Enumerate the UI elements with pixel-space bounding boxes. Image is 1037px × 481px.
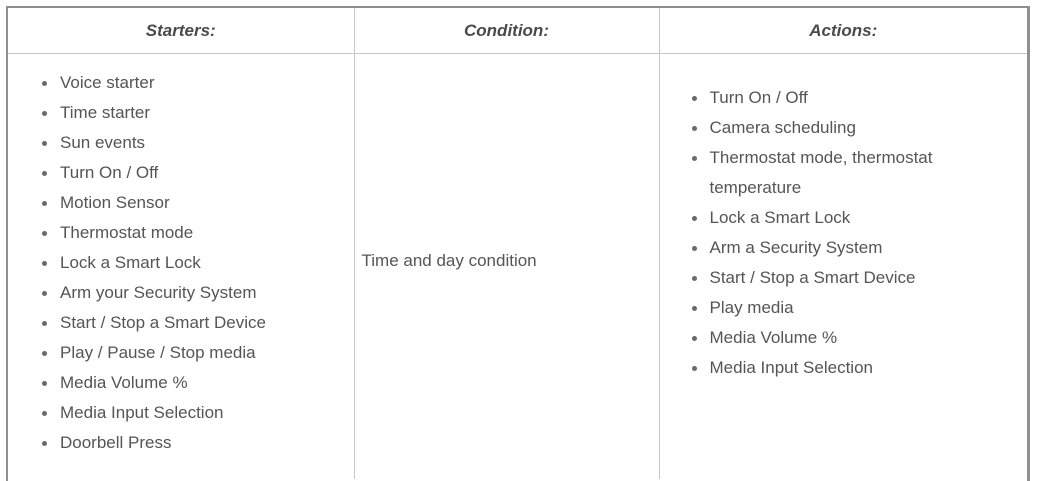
list-item: Arm your Security System <box>42 278 354 308</box>
list-item: Start / Stop a Smart Device <box>42 308 354 338</box>
list-item: Doorbell Press <box>42 428 354 458</box>
list-item: Time starter <box>42 98 354 128</box>
list-item: Play media <box>692 293 968 323</box>
actions-header: Actions: <box>659 8 1027 54</box>
list-item: Media Volume % <box>692 323 968 353</box>
list-item: Thermostat mode <box>42 218 354 248</box>
condition-text: Time and day condition <box>361 250 537 270</box>
actions-list <box>660 54 1028 383</box>
list-item: Motion Sensor <box>42 188 354 218</box>
actions-cell <box>659 54 1027 480</box>
list-item: Lock a Smart Lock <box>692 203 968 233</box>
condition-header: Condition: <box>354 8 659 54</box>
list-item: Arm a Security System <box>692 233 968 263</box>
list-item: Turn On / Off <box>692 83 968 113</box>
list-item: Camera scheduling <box>692 113 968 143</box>
routine-table-frame <box>6 6 1030 481</box>
condition-cell <box>354 54 659 480</box>
list-item: Start / Stop a Smart Device <box>692 263 968 293</box>
header-row <box>8 8 1027 54</box>
list-item: Media Volume % <box>42 368 354 398</box>
list-item: Play / Pause / Stop media <box>42 338 354 368</box>
list-item: Lock a Smart Lock <box>42 248 354 278</box>
content-row <box>8 54 1027 480</box>
starters-list <box>8 54 354 458</box>
list-item: Turn On / Off <box>42 158 354 188</box>
list-item: Media Input Selection <box>42 398 354 428</box>
routine-table <box>8 8 1027 479</box>
list-item: Media Input Selection <box>692 353 968 383</box>
list-item: Sun events <box>42 128 354 158</box>
starters-header: Starters: <box>8 8 354 54</box>
list-item: Voice starter <box>42 68 354 98</box>
starters-cell <box>8 54 354 480</box>
list-item: Thermostat mode, thermostat temperature <box>692 143 968 203</box>
